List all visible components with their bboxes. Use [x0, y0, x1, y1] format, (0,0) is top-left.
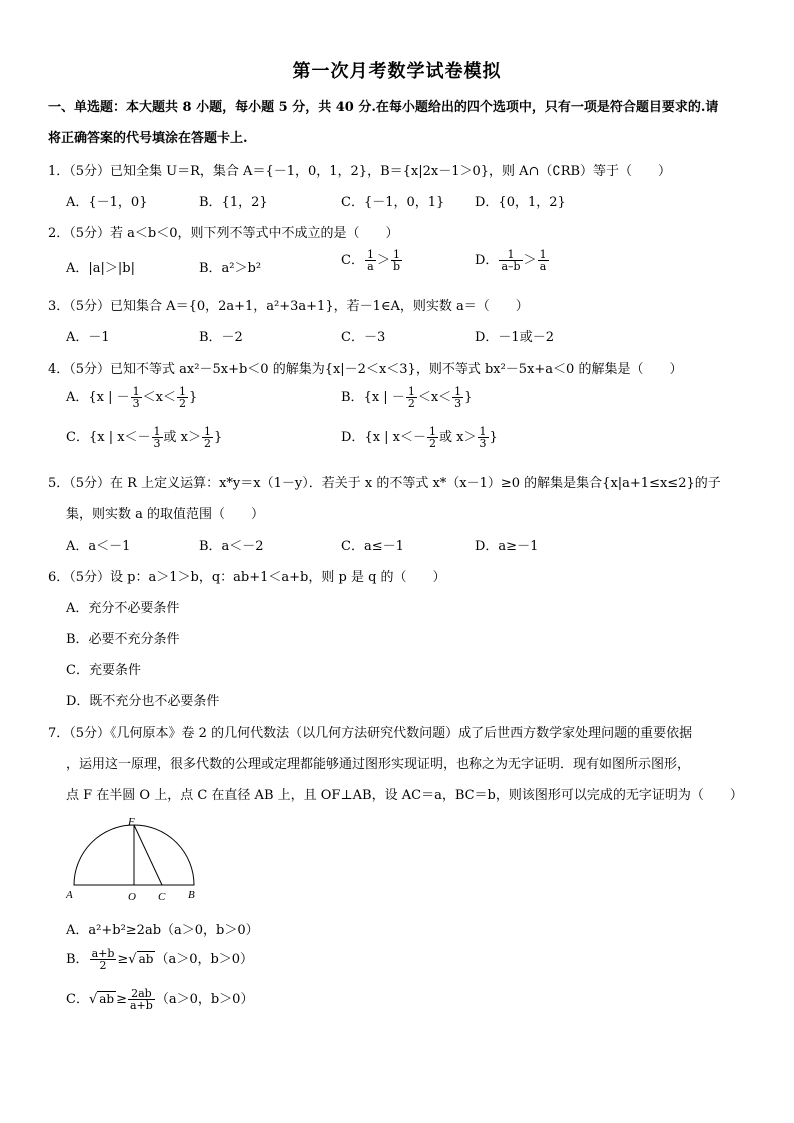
q6-stem: 6．（5分）设 p：a＞1＞b，q：ab+1＜a+b，则 p 是 q 的（ ）: [48, 570, 446, 585]
q2-d-den2: a: [538, 260, 549, 272]
q4-c-d1: 3: [153, 437, 161, 450]
q7-option-b[interactable]: B． $\frac{a+b}{2}$ ≥√ ab （a＞0，b＞0）: [66, 947, 254, 972]
q5-option-c[interactable]: C．a≤－1: [341, 539, 404, 554]
q4-a-end: }: [188, 390, 198, 405]
q7-stem-line3: 点 F 在半圆 O 上，点 C 在直径 AB 上，且 OF⊥AB，设 AC＝a，BC＝b，则该图形可以完成的无字证明为（ ）: [66, 788, 743, 803]
q7-b-sqrt: ab: [138, 952, 154, 966]
q7-b-den: 2: [90, 959, 117, 971]
q4-option-c[interactable]: [66, 426, 222, 449]
q1-option-a[interactable]: A．{－1，0}: [66, 195, 148, 210]
q4-b-d1: 2: [407, 397, 415, 410]
q2-d-num2: 1: [539, 248, 547, 261]
q4-d-d2: 3: [479, 437, 487, 450]
q7-c-label: C．: [66, 992, 89, 1007]
q2-option-b[interactable]: B．a²＞b²: [199, 261, 262, 276]
q2-c-den2: b: [392, 260, 401, 273]
q6-option-c[interactable]: C．充要条件: [66, 663, 141, 678]
q7-b-label: B．: [66, 952, 89, 967]
q4-d-end: }: [489, 430, 498, 445]
semicircle-figure: [62, 816, 212, 904]
q2-option-d[interactable]: [475, 249, 550, 272]
q7-c-num: 2ab: [131, 987, 152, 1000]
q6-option-b[interactable]: B．必要不充分条件: [66, 632, 180, 647]
q1-option-b[interactable]: B．{1，2}: [199, 195, 268, 210]
q4-b-label: B．: [341, 390, 364, 405]
q5-stem-line2: 集，则实数 a 的取值范围（ ）: [66, 507, 265, 522]
q4-a-n1: 1: [132, 385, 140, 398]
q2-c-num2: 1: [392, 248, 400, 261]
q7-b-cond: （a＞0，b＞0）: [155, 952, 254, 967]
q2-c-label: C．: [341, 253, 364, 268]
q7-b-num: a+b: [91, 947, 115, 960]
label-O: O: [128, 891, 136, 903]
q7-b-ge: ≥: [117, 952, 129, 967]
q4-c-n2: 1: [204, 425, 212, 438]
q2-d-frac1: [499, 249, 522, 272]
label-A: A: [66, 889, 73, 901]
q7-stem-line1: 7．（5分）《几何原本》卷 2 的几何代数法（以几何方法研究代数问题）成了后世西方数学家处理问题的重要依据: [48, 726, 693, 741]
q4-d-label: D．: [341, 430, 365, 445]
q2-option-a[interactable]: A．|a|＞|b|: [66, 261, 135, 276]
q2-d-frac2: [538, 249, 549, 272]
q3-option-b[interactable]: B．－2: [199, 330, 243, 345]
q4-d-frac2: [478, 426, 489, 449]
q7-c-frac: [128, 988, 155, 1011]
q2-d-den1: a–b: [501, 260, 521, 273]
q4-stem: 4．（5分）已知不等式 ax²－5x+b＜0 的解集为{x|－2＜x＜3}，则不等式 bx²－5x+a＜0 的解集是（ ）: [48, 362, 683, 377]
q3-option-d[interactable]: D．－1或－2: [475, 330, 554, 345]
q5-option-b[interactable]: B．a＜－2: [199, 539, 264, 554]
q4-c-mid: 或 x＞: [163, 430, 202, 445]
q3-option-c[interactable]: C．－3: [341, 330, 386, 345]
q5-option-a[interactable]: A．a＜－1: [66, 539, 131, 554]
q7-stem-line2: ，运用这一原理，很多代数的公理或定理都能够通过图形实现证明，也称之为无字证明．现有如图所示图形，: [66, 757, 691, 772]
q2-d-gt: ＞: [523, 253, 537, 268]
q3-stem: 3．（5分）已知集合 A＝{0，2a+1，a²+3a+1}，若－1∈A，则实数 a＝（ ）: [48, 299, 529, 314]
q4-d-d1: 2: [429, 437, 437, 450]
q4-option-d[interactable]: [341, 426, 498, 449]
q4-a-mid: ＜x＜: [142, 390, 176, 405]
q7-c-den: a+b: [130, 999, 153, 1012]
q4-b-mid: ＜x＜: [417, 390, 452, 405]
q4-a-d1: 3: [132, 397, 140, 410]
q2-c-frac2: [391, 249, 402, 272]
q4-option-b[interactable]: [341, 386, 472, 409]
q4-b-d2: 3: [454, 397, 462, 410]
q7-option-c[interactable]: C．√ ab ≥ $\frac{2ab}{a+b}$ （a＞0，b＞0）: [66, 987, 254, 1012]
q4-c-d2: 2: [204, 437, 212, 450]
q2-c-frac1: [365, 249, 376, 272]
page-title: 第一次月考数学试卷模拟: [292, 61, 502, 82]
q2-c-num1: 1: [366, 248, 374, 261]
segment-FC: [134, 825, 162, 885]
q4-c-frac2: [202, 426, 213, 449]
q2-stem: 2．（5分）若 a＜b＜0，则下列不等式中不成立的是（ ）: [48, 226, 399, 241]
q7-c-ge: ≥: [116, 992, 127, 1007]
q2-d-label: D．: [475, 253, 499, 268]
q7-b-frac: [90, 948, 117, 971]
q4-b-n1: 1: [407, 385, 415, 398]
q4-a-frac2: [177, 386, 188, 409]
q4-a-label: A．: [66, 390, 89, 405]
q4-c-n1: 1: [153, 425, 161, 438]
q4-c-end: }: [214, 430, 223, 445]
q2-c-gt: ＞: [376, 253, 390, 268]
q2-d-num1: 1: [507, 248, 515, 261]
q4-d-n2: 1: [479, 425, 487, 438]
q5-option-d[interactable]: D．a≥－1: [475, 539, 539, 554]
q4-d-n1: 1: [429, 425, 437, 438]
q4-option-a[interactable]: [66, 386, 197, 409]
q4-a-n2: 1: [178, 385, 186, 398]
q4-a-set: {x | －: [88, 390, 130, 405]
q6-option-a[interactable]: A．充分不必要条件: [66, 601, 180, 616]
q5-stem-line1: 5．（5分）在 R 上定义运算：x*y＝x（1－y）．若关于 x 的不等式 x*（x－1）≥0 的解集是集合{x|a+1≤x≤2}的子: [48, 476, 721, 491]
q4-a-d2: 2: [178, 397, 186, 410]
q3-option-a[interactable]: A．－1: [66, 330, 110, 345]
q4-b-set: {x | －: [363, 390, 405, 405]
label-B: B: [188, 889, 195, 901]
q1-option-c[interactable]: C．{－1，0，1}: [341, 195, 445, 210]
q4-d-frac1: [427, 426, 438, 449]
q4-d-set: {x | x＜－: [364, 430, 427, 445]
q7-c-sqrt: ab: [99, 992, 115, 1006]
q4-c-set: {x | x＜－: [88, 430, 151, 445]
q4-c-label: C．: [66, 430, 89, 445]
q4-b-frac1: [406, 386, 417, 409]
section-heading-line1: 一、单选题：本大题共 8 小题，每小题 5 分，共 40 分.在每小题给出的四个选项中，只有一项是符合题目要求的.请: [48, 100, 719, 115]
q4-d-mid: 或 x＞: [439, 430, 477, 445]
label-F: F: [128, 816, 135, 828]
q7-option-a[interactable]: A．a²+b²≥2ab（a＞0，b＞0）: [66, 923, 259, 938]
q4-b-end: }: [464, 390, 473, 405]
label-C: C: [158, 891, 166, 903]
q1-option-d[interactable]: D．{0，1，2}: [475, 195, 566, 210]
q4-a-frac1: [131, 386, 142, 409]
q1-stem: 1．（5分）已知全集 U＝R，集合 A＝{－1，0，1，2}，B＝{x|2x－1＞0}，则 A∩（∁RB）等于（ ）: [48, 164, 672, 179]
q4-b-frac2: [452, 386, 463, 409]
q4-c-frac1: [152, 426, 163, 449]
q4-b-n2: 1: [454, 385, 462, 398]
q7-c-cond: （a＞0，b＞0）: [155, 992, 254, 1007]
q2-option-c[interactable]: [341, 249, 403, 272]
q6-option-d[interactable]: D．既不充分也不必要条件: [66, 694, 220, 709]
q2-c-den1: a: [365, 260, 376, 272]
section-heading-line2: 将正确答案的代号填涂在答题卡上.: [48, 131, 248, 146]
